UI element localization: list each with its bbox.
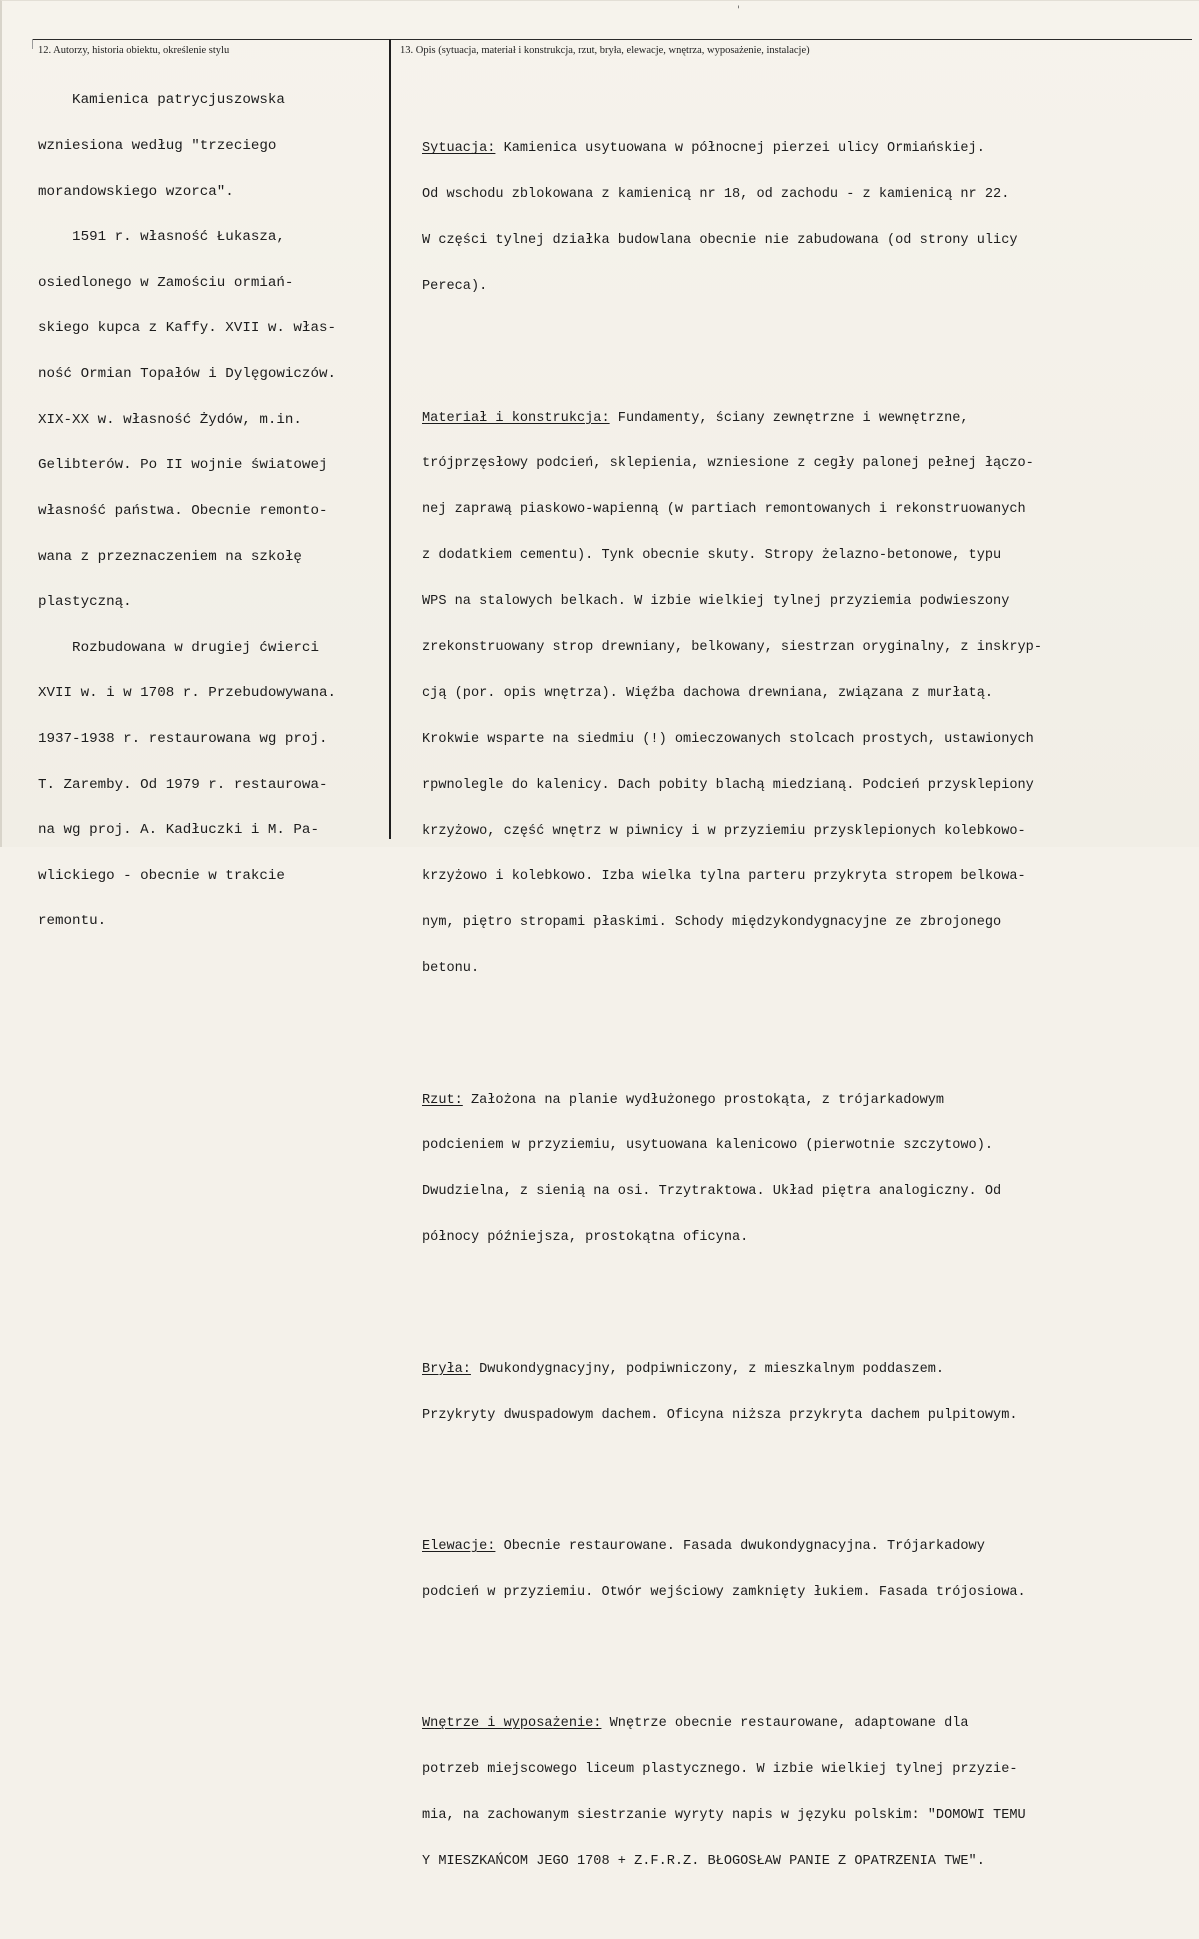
description-line: krzyżowo i kolebkowo. Izba wielka tylna parteru przykryta stropem belkowa- — [422, 869, 1026, 885]
paragraph-sytuacja — [422, 111, 1042, 325]
history-line: osiedlonego w Zamościu ormiań- — [38, 274, 294, 291]
description-line: północy późniejsza, prostokątna oficyna. — [422, 1230, 749, 1246]
history-line: 1591 r. własność Łukasza, — [38, 229, 285, 246]
history-line: skiego kupca z Kaffy. XVII w. włas- — [38, 320, 336, 337]
section-13-heading: 13. Opis (sytuacja, materiał i konstrukcja, rzut, bryła, elewacje, wnętrza, wyposażenie, instalacje) — [400, 45, 810, 56]
history-line: Gelibterów. Po II wojnie światowej — [38, 457, 328, 474]
history-line: 1937-1938 r. restaurowana wg proj. — [38, 730, 328, 747]
paragraph-bryla — [422, 1331, 1042, 1453]
description-line: Dwudzielna, z sienią na osi. Trzytraktowa. Układ piętra analogiczny. Od — [422, 1184, 1002, 1200]
paragraph-first-line: Bryła: Dwukondygnacyjny, podpiwniczony, z mieszkalnym poddaszem. — [422, 1361, 945, 1377]
history-line: wana z przeznaczeniem na szkołę — [38, 548, 302, 565]
description-line: Przykryty dwuspadowym dachem. Oficyna niższa przykryta dachem pulpitowym. — [422, 1407, 1018, 1423]
heading-wnetrze: Wnętrze i wyposażenie: — [422, 1716, 602, 1732]
description-line: rpwnolegle do kalenicy. Dach pobity blachą miedzianą. Podcień przysklepiony — [422, 777, 1034, 793]
history-line: na wg proj. A. Kadłuczki i M. Pa- — [38, 822, 319, 839]
heading-rzut: Rzut: — [422, 1092, 463, 1108]
description-line: zrekonstruowany strop drewniany, belkowany, siestrzan oryginalny, z inskryp- — [422, 639, 1042, 655]
paragraph-first-line: Wnętrze i wyposażenie: Wnętrze obecnie restaurowane, adaptowane dla — [422, 1716, 969, 1732]
section-12-heading: 12. Autorzy, historia obiektu, określenie stylu — [38, 45, 230, 56]
history-line: plastyczną. — [38, 594, 132, 611]
description-line: mia, na zachowanym siestrzanie wyryty napis w języku polskim: "DOMOWI TEMU — [422, 1807, 1026, 1823]
description-line: Krokwie wsparte na siedmiu (!) omieczowanych stolcach prostych, ustawionych — [422, 731, 1034, 747]
paragraph-first-line: Rzut: Założona na planie wydłużonego prostokąta, z trójarkadowym — [422, 1092, 945, 1108]
description-line: WPS na stalowych belkach. W izbie wielkiej tylnej przyziemia podwieszony — [422, 594, 1010, 610]
history-line: XIX-XX w. własność Żydów, m.in. — [38, 411, 302, 428]
description-line: W części tylnej działka budowlana obecnie nie zabudowana (od strony ulicy — [422, 233, 1018, 249]
paragraph-rzut — [422, 1062, 1042, 1276]
paragraph-first-line: Elewacje: Obecnie restaurowane. Fasada dwukondygnacyjna. Trójarkadowy — [422, 1538, 985, 1554]
form-left-tick — [32, 39, 33, 49]
history-line: morandowskiego wzorca". — [38, 183, 234, 200]
paragraph-material — [422, 380, 1042, 1007]
description-line: cją (por. opis wnętrza). Więźba dachowa drewniana, związana z murłatą. — [422, 685, 994, 701]
history-line: własność państwa. Obecnie remonto- — [38, 502, 328, 519]
column-divider — [389, 39, 391, 839]
history-line: wzniesiona według "trzeciego — [38, 138, 277, 155]
description-text — [422, 65, 1042, 1939]
heading-material: Materiał i konstrukcja: — [422, 410, 610, 426]
paragraph-wnetrze — [422, 1686, 1042, 1900]
history-line: wlickiego - obecnie w trakcie — [38, 867, 285, 884]
paragraph-first-line: Materiał i konstrukcja: Fundamenty, ściany zewnętrzne i wewnętrzne, — [422, 410, 969, 426]
description-line: podcieniem w przyziemiu, usytuowana kalenicowo (pierwotnie szczytowo). — [422, 1138, 994, 1154]
description-line: potrzeb miejscowego liceum plastycznego. W izbie wielkiej tylnej przyzie- — [422, 1762, 1018, 1778]
paragraph-first-line: Sytuacja: Kamienica usytuowana w północnej pierzei ulicy Ormiańskiej. — [422, 141, 985, 157]
history-line: Kamienica patrycjuszowska — [38, 92, 285, 109]
heading-sytuacja: Sytuacja: — [422, 141, 496, 157]
stray-mark: ' — [737, 5, 740, 16]
description-line: nej zaprawą piaskowo-wapienną (w partiach remontowanych i rekonstruowanych — [422, 502, 1026, 518]
description-line: krzyżowo, część wnętrz w piwnicy i w przyziemiu przysklepionych kolebkowo- — [422, 823, 1026, 839]
heading-elewacje: Elewacje: — [422, 1538, 496, 1554]
history-line: ność Ormian Topałów i Dylęgowiczów. — [38, 366, 336, 383]
description-line: Y MIESZKAŃCOM JEGO 1708 + Z.F.R.Z. BŁOGOSŁAW PANIE Z OPATRZENIA TWE". — [422, 1853, 985, 1869]
description-line: Od wschodu zblokowana z kamienicą nr 18, od zachodu - z kamienicą nr 22. — [422, 187, 1010, 203]
history-line: T. Zaremby. Od 1979 r. restaurowa- — [38, 776, 328, 793]
description-line: Pereca). — [422, 279, 488, 295]
description-line: podcień w przyziemiu. Otwór wejściowy zamknięty łukiem. Fasada trójosiowa. — [422, 1584, 1026, 1600]
history-line: remontu. — [38, 913, 107, 930]
description-line: z dodatkiem cementu). Tynk obecnie skuty. Stropy żelazno-betonowe, typu — [422, 548, 1002, 564]
description-line: trójprzęsłowy podcień, sklepienia, wzniesione z cegły palonej pełnej łączo- — [422, 456, 1034, 472]
paragraph-elewacje — [422, 1508, 1042, 1630]
form-top-rule — [32, 39, 1192, 40]
history-text — [38, 63, 336, 960]
heading-bryla: Bryła: — [422, 1361, 471, 1377]
description-line: betonu. — [422, 961, 480, 977]
history-line: XVII w. i w 1708 r. Przebudowywana. — [38, 685, 336, 702]
history-line: Rozbudowana w drugiej ćwierci — [38, 639, 319, 656]
description-line: nym, piętro stropami płaskimi. Schody międzykondygnacyjne ze zbrojonego — [422, 915, 1002, 931]
